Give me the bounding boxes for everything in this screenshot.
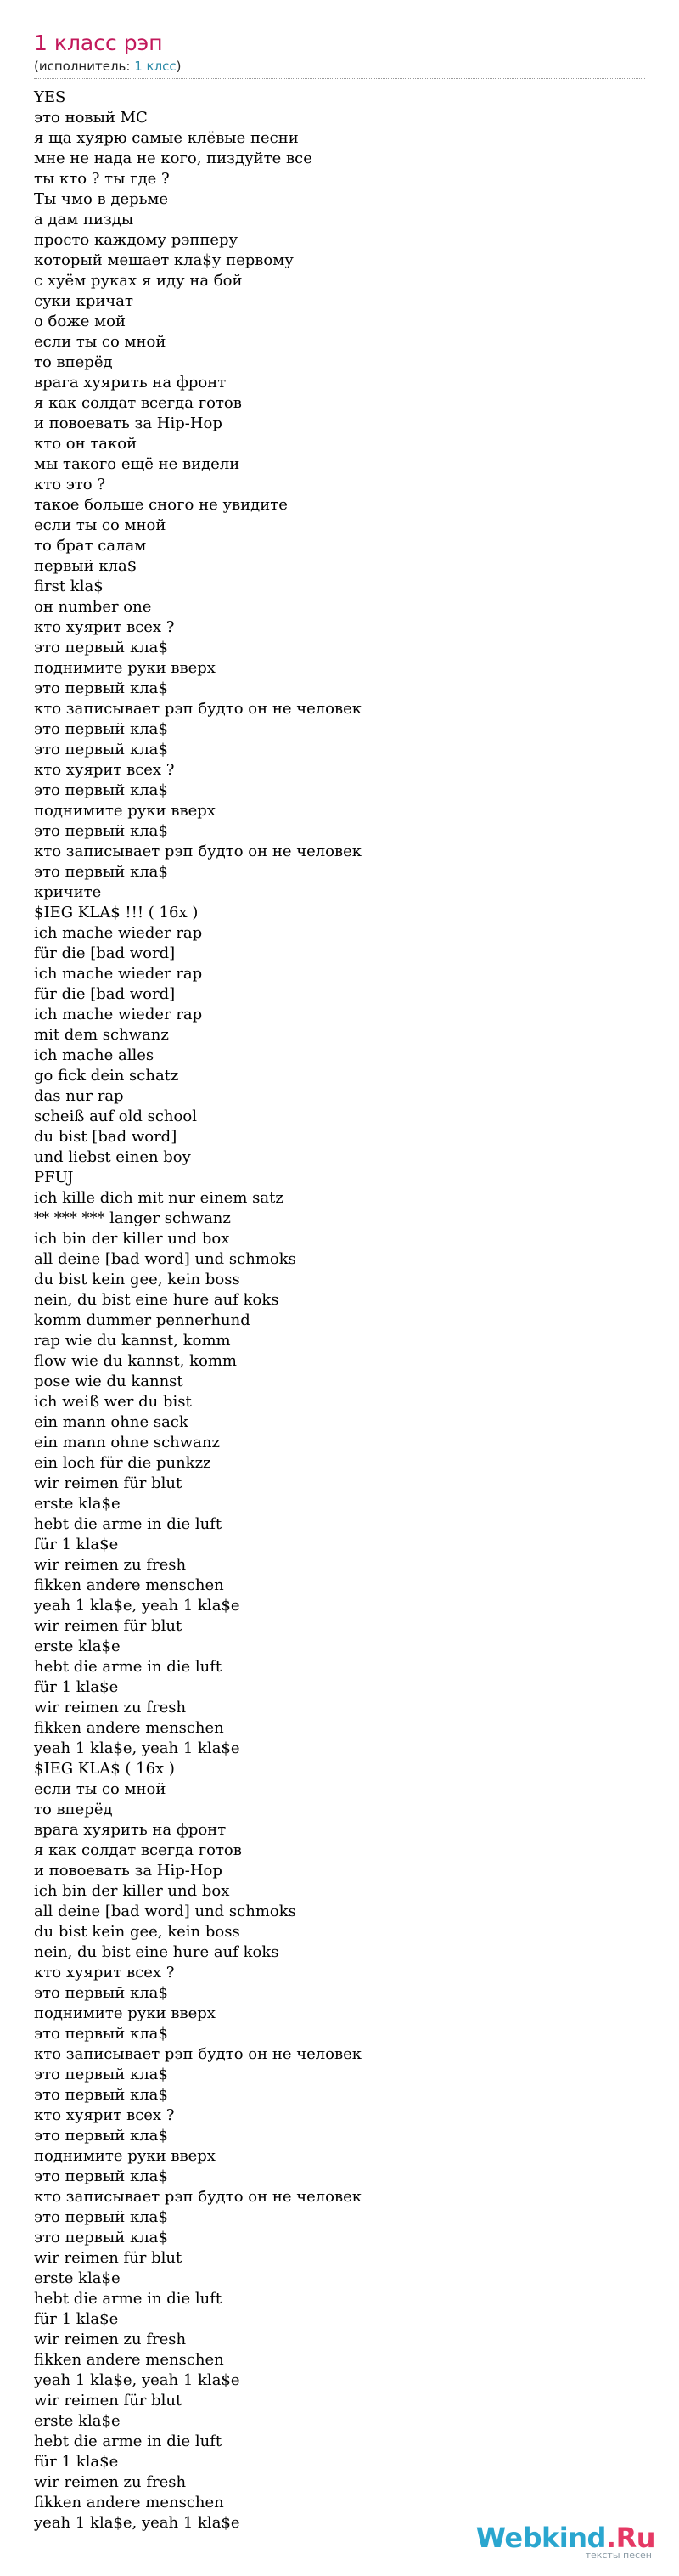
performer-suffix: ) (176, 59, 182, 74)
lyric-line: кто хуярит всех ? (34, 1964, 175, 1981)
lyric-line: go fick dein schatz (34, 1067, 179, 1085)
lyric-line: кто хуярит всех ? (34, 761, 175, 779)
lyric-line: für die [bad word] (34, 985, 176, 1003)
lyric-line: кто записывает рэп будто он не человек (34, 2188, 362, 2206)
lyric-line: то вперёд (34, 1801, 113, 1818)
lyric-line: pose wie du kannst (34, 1373, 183, 1390)
lyric-line: yeah 1 kla$e, yeah 1 kla$e (34, 2514, 240, 2532)
lyric-line: fikken andere menschen (34, 1576, 224, 1594)
lyric-line: мы такого ещё не видели (34, 455, 240, 473)
lyric-line: ты кто ? ты где ? (34, 170, 170, 188)
lyric-line: то вперёд (34, 353, 113, 371)
lyric-line: du bist kein gee, kein boss (34, 1923, 240, 1941)
lyrics-text (34, 87, 645, 2534)
lyric-line: если ты со мной (34, 1780, 166, 1798)
lyric-line: это первый кла$ (34, 2066, 168, 2083)
lyric-line: hebt die arme in die luft (34, 2432, 222, 2450)
title-divider (34, 78, 645, 79)
lyric-line: кто это ? (34, 476, 106, 493)
lyric-line: я ща хуярю самые клёвые песни (34, 129, 299, 147)
logo-name: Webkind (475, 2522, 606, 2554)
lyric-line: кто записывает рэп будто он не человек (34, 843, 362, 860)
lyric-line: all deine [bad word] und schmoks (34, 1902, 296, 1920)
lyric-line: кто хуярит всех ? (34, 618, 175, 636)
lyric-line: он number one (34, 598, 152, 616)
lyric-line: это первый кла$ (34, 822, 168, 840)
lyric-line: это первый кла$ (34, 2167, 168, 2185)
lyric-line: wir reimen zu fresh (34, 2473, 187, 2491)
lyric-line: nein, du bist eine hure auf koks (34, 1291, 279, 1309)
lyric-line: du bist kein gee, kein boss (34, 1271, 240, 1288)
lyric-line: это первый кла$ (34, 863, 168, 881)
lyric-line: wir reimen für blut (34, 2249, 182, 2267)
lyric-line: с хуём руках я иду на бой (34, 272, 243, 290)
lyric-line: это новый МС (34, 109, 148, 127)
lyric-line: fikken andere menschen (34, 1719, 224, 1737)
lyric-line: ich weiß wer du bist (34, 1393, 192, 1411)
lyric-line: кто записывает рэп будто он не человек (34, 700, 362, 718)
lyric-line: nein, du bist eine hure auf koks (34, 1943, 279, 1961)
lyric-line: scheiß auf old school (34, 1108, 197, 1125)
lyric-line: ein mann ohne sack (34, 1413, 188, 1431)
performer-prefix: (исполнитель: (34, 59, 135, 74)
lyric-line: о боже мой (34, 313, 126, 330)
lyric-line: first kla$ (34, 578, 104, 595)
lyric-line: komm dummer pennerhund (34, 1311, 250, 1329)
lyric-line: ich mache wieder rap (34, 965, 203, 983)
lyric-line: который мешает кла$у первому (34, 251, 294, 269)
lyric-line: hebt die arme in die luft (34, 1658, 222, 1676)
lyric-line: flow wie du kannst, komm (34, 1352, 237, 1370)
lyric-line: fikken andere menschen (34, 2351, 224, 2369)
lyric-line: ich mache wieder rap (34, 924, 203, 942)
site-logo[interactable] (476, 2523, 655, 2561)
lyric-line: это первый кла$ (34, 741, 168, 758)
lyric-line: кто хуярит всех ? (34, 2106, 175, 2124)
lyric-line: hebt die arme in die luft (34, 2290, 222, 2308)
lyric-line: $IEG KLA$ !!! ( 16x ) (34, 904, 199, 922)
lyric-line: für 1 kla$e (34, 1678, 119, 1696)
lyric-line: erste kla$e (34, 2412, 121, 2430)
lyric-line: für 1 kla$e (34, 2310, 119, 2328)
lyric-line: это первый кла$ (34, 679, 168, 697)
lyric-line: то брат салам (34, 537, 147, 555)
lyric-line: суки кричат (34, 292, 133, 310)
lyric-line: fikken andere menschen (34, 2494, 224, 2511)
lyrics-page (34, 31, 645, 2534)
lyric-line: yeah 1 kla$e, yeah 1 kla$e (34, 1597, 240, 1615)
lyric-line: wir reimen zu fresh (34, 2331, 187, 2348)
lyric-line: YES (34, 88, 66, 106)
lyric-line: просто каждому рэпперу (34, 231, 238, 249)
lyric-line: это первый кла$ (34, 720, 168, 738)
lyric-line: wir reimen für blut (34, 2392, 182, 2410)
lyric-line: wir reimen zu fresh (34, 1556, 187, 1574)
lyric-line: ich kille dich mit nur einem satz (34, 1189, 283, 1207)
lyric-line: это первый кла$ (34, 2127, 168, 2145)
lyric-line: für 1 kla$e (34, 2453, 119, 2471)
lyric-line: поднимите руки вверх (34, 659, 216, 677)
song-title: 1 класс рэп (34, 31, 163, 55)
lyric-line: yeah 1 kla$e, yeah 1 kla$e (34, 1739, 240, 1757)
lyric-line: rap wie du kannst, komm (34, 1332, 231, 1350)
lyric-line: поднимите руки вверх (34, 2147, 216, 2165)
lyric-line: поднимите руки вверх (34, 2004, 216, 2022)
lyric-line: ein loch für die punkzz (34, 1454, 211, 1472)
lyric-line: yeah 1 kla$e, yeah 1 kla$e (34, 2371, 240, 2389)
lyric-line: mit dem schwanz (34, 1026, 169, 1044)
logo-tagline: тексты песен (585, 2550, 652, 2561)
lyric-line: это первый кла$ (34, 2086, 168, 2104)
lyric-line: это первый кла$ (34, 781, 168, 799)
lyric-line: Ты чмо в дерьме (34, 190, 169, 208)
lyric-line: ich mache alles (34, 1046, 154, 1064)
lyric-line: und liebst einen boy (34, 1148, 191, 1166)
performer-line (34, 58, 645, 75)
lyric-line: ein mann ohne schwanz (34, 1434, 220, 1451)
logo-tld: .Ru (605, 2522, 655, 2554)
lyric-line: это первый кла$ (34, 1984, 168, 2002)
lyric-line: $IEG KLA$ ( 16x ) (34, 1760, 175, 1778)
lyric-line: кто записывает рэп будто он не человек (34, 2045, 362, 2063)
lyric-line: PFUJ (34, 1169, 74, 1187)
lyric-line: это первый кла$ (34, 2025, 168, 2043)
lyric-line: das nur rap (34, 1087, 124, 1105)
lyric-line: мне не нада не кого, пиздуйте все (34, 149, 312, 167)
lyric-line: если ты со мной (34, 333, 166, 351)
lyric-line: и повоевать за Hip-Hop (34, 1862, 222, 1880)
lyric-line: первый кла$ (34, 557, 137, 575)
lyric-line: это первый кла$ (34, 2208, 168, 2226)
lyric-line: врага хуярить на фронт (34, 374, 227, 392)
lyric-line: и повоевать за Hip-Hop (34, 414, 222, 432)
lyric-line: я как солдат всегда готов (34, 1841, 242, 1859)
lyric-line: это первый кла$ (34, 639, 168, 657)
lyric-line: если ты со мной (34, 516, 166, 534)
lyric-line: für 1 kla$e (34, 1536, 119, 1553)
lyric-line: кто он такой (34, 435, 137, 453)
lyric-line: erste kla$e (34, 1637, 121, 1655)
lyric-line: ich bin der killer und box (34, 1230, 230, 1248)
lyric-line: ** *** *** langer schwanz (34, 1209, 231, 1227)
logo-wordmark (476, 2523, 655, 2552)
lyric-line: кричите (34, 883, 102, 901)
lyric-line: erste kla$e (34, 1495, 121, 1513)
lyric-line: ich mache wieder rap (34, 1006, 203, 1023)
lyric-line: я как солдат всегда готов (34, 394, 242, 412)
lyric-line: такое больше сного не увидите (34, 496, 288, 514)
lyric-line: du bist [bad word] (34, 1128, 177, 1146)
lyric-line: für die [bad word] (34, 944, 176, 962)
lyric-line: wir reimen zu fresh (34, 1699, 187, 1716)
lyric-line: all deine [bad word] und schmoks (34, 1250, 296, 1268)
lyric-line: wir reimen für blut (34, 1617, 182, 1635)
lyric-line: врага хуярить на фронт (34, 1821, 227, 1839)
lyric-line: это первый кла$ (34, 2229, 168, 2246)
lyric-line: поднимите руки вверх (34, 802, 216, 820)
lyric-line: wir reimen für blut (34, 1474, 182, 1492)
lyric-line: а дам пизды (34, 211, 134, 228)
lyric-line: hebt die arme in die luft (34, 1515, 222, 1533)
lyric-line: ich bin der killer und box (34, 1882, 230, 1900)
performer-link[interactable]: 1 клсс (134, 59, 177, 74)
lyric-line: erste kla$e (34, 2269, 121, 2287)
